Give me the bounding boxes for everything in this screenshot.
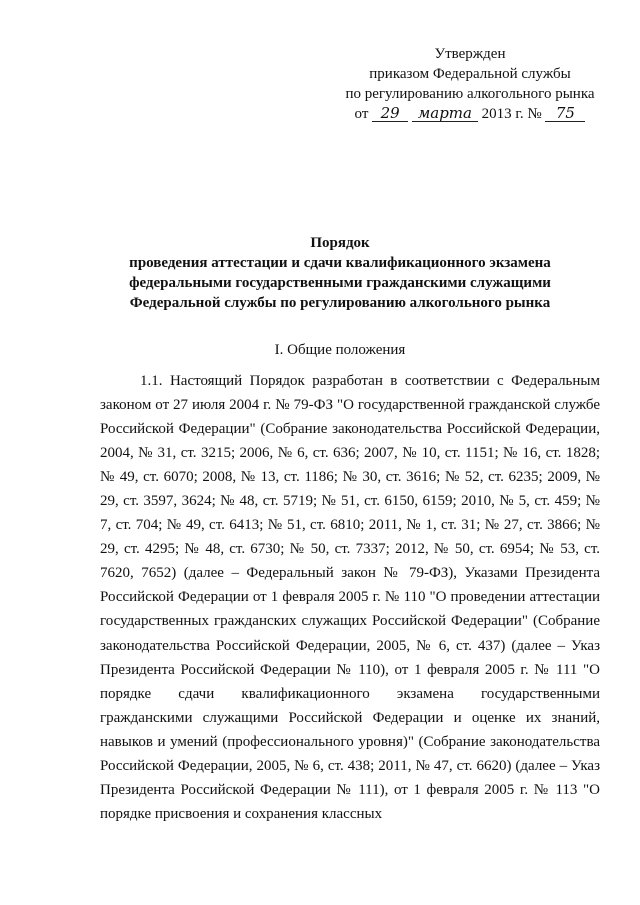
document-title <box>60 233 620 313</box>
title-line-1: Порядок <box>310 235 370 251</box>
approval-line-order: приказом Федеральной службы <box>369 66 571 82</box>
approval-date-line <box>340 104 600 124</box>
approval-line-service: по регулированию алкогольного рынка <box>345 86 595 102</box>
handwritten-day: 29 <box>372 105 408 122</box>
handwritten-month: марта <box>412 105 478 122</box>
approval-line-approved: Утвержден <box>434 46 506 62</box>
title-line-3: федеральными государственными гражданскими служащими <box>129 275 551 291</box>
handwritten-order-number: 75 <box>545 105 585 122</box>
date-prefix: от <box>354 106 369 122</box>
date-year: 2013 г. № <box>481 106 542 122</box>
approval-stamp <box>340 44 600 124</box>
title-line-4: Федеральной службы по регулированию алкогольного рынка <box>129 295 551 311</box>
paragraph-1-1: 1.1. Настоящий Порядок разработан в соответствии с Федеральным законом от 27 июля 2004 г. № 79-ФЗ "О государственной гражданской службе Российской Федерации" (Собрание законодательства Российской Федерации, 2004, № 31, ст. 3215; 2006, № 6, ст. 636; 2007, № 10, ст. 1151; № 16, ст. 1828; № 49, ст. 6070; 2008, № 13, ст. 1186; № 30, ст. 3616; № 52, ст. 6235; 2009, № 29, ст. 3597, 3624; № 48, ст. 5719; № 51, ст. 6150, 6159; 2010, № 5, ст. 459; № 7, ст. 704; № 49, ст. 6413; № 51, ст. 6810; 2011, № 1, ст. 31; № 27, ст. 3866; № 29, ст. 4295; № 48, ст. 6730; № 50, ст. 7337; 2012, № 50, ст. 6954; № 53, ст. 7620, 7652) (далее – Федеральный закон № 79-ФЗ), Указами Президента Российской Федерации от 1 февраля 2005 г. № 110 "О проведении аттестации государственных гражданских служащих Российской Федерации" (Собрание законодательства Российской Федерации, 2005, № 6, ст. 437) (далее – Указ Президента Российской Федерации № 110), от 1 февраля 2005 г. № 111 "О порядке сдачи квалификационного экзамена государственными гражданскими служащими Российской Федерации и оценке их знаний, навыков и умений (профессионального уровня)" (Собрание законодательства Российской Федерации, 2005, № 6, ст. 438; 2011, № 47, ст. 6620) (далее – Указ Президента Российской Федерации № 111), от 1 февраля 2005 г. № 113 "О порядке присвоения и сохранения классных <box>100 373 600 822</box>
section-heading: I. Общие положения <box>274 342 406 358</box>
title-line-2: проведения аттестации и сдачи квалификационного экзамена <box>129 255 551 271</box>
